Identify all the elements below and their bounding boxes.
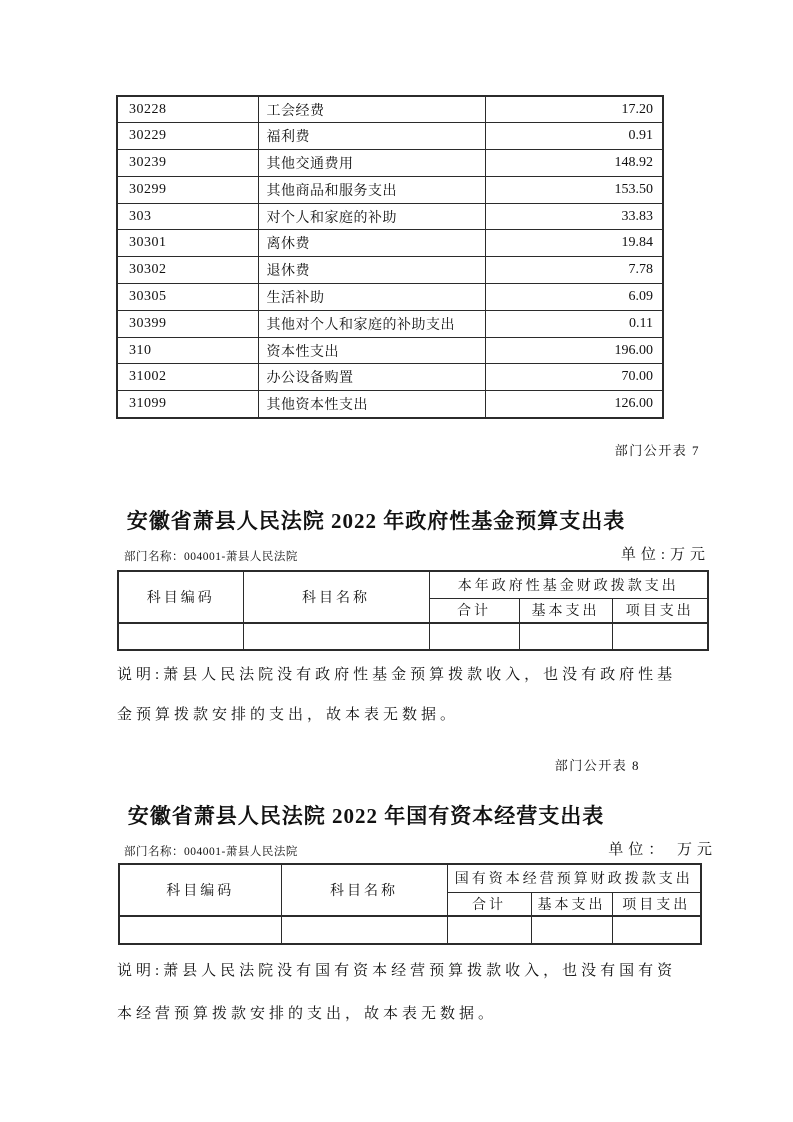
subject-code-cell: 303 xyxy=(117,203,258,230)
subject-name-cell: 退休费 xyxy=(258,257,485,284)
empty-cell xyxy=(612,916,701,944)
col-header-subject-name: 科目名称 xyxy=(281,864,447,916)
amount-cell: 0.91 xyxy=(485,123,663,150)
subject-name-cell: 福利费 xyxy=(258,123,485,150)
table-row xyxy=(117,176,663,203)
amount-cell: 196.00 xyxy=(485,337,663,364)
subject-name-cell: 对个人和家庭的补助 xyxy=(258,203,485,230)
table-row xyxy=(117,364,663,391)
table-ref-8-label: 部门公开表 8 xyxy=(554,758,640,773)
amount-cell: 0.11 xyxy=(485,310,663,337)
subject-name-cell: 离休费 xyxy=(258,230,485,257)
gov-fund-budget-title: 安徽省萧县人民法院 2022 年政府性基金预算支出表 xyxy=(126,509,626,533)
subject-name-cell: 资本性支出 xyxy=(258,337,485,364)
col-header-basic: 基本支出 xyxy=(531,892,612,916)
col-header-subject-code: 科目编码 xyxy=(118,571,243,623)
table-row xyxy=(117,150,663,177)
table-row xyxy=(117,310,663,337)
subject-name-cell: 其他商品和服务支出 xyxy=(258,176,485,203)
col-header-project: 项目支出 xyxy=(612,598,708,623)
col-header-total: 合计 xyxy=(447,892,531,916)
subject-code-cell: 31099 xyxy=(117,391,258,418)
amount-cell: 17.20 xyxy=(485,96,663,123)
subject-code-cell: 31002 xyxy=(117,364,258,391)
unit-label: 单位： 万元 xyxy=(608,842,717,858)
empty-cell xyxy=(447,916,531,944)
col-header-group: 本年政府性基金财政拨款支出 xyxy=(429,571,708,598)
table-row xyxy=(117,230,663,257)
amount-cell: 153.50 xyxy=(485,176,663,203)
empty-cell xyxy=(612,623,708,650)
empty-cell xyxy=(119,916,281,944)
gov-fund-table xyxy=(117,570,709,651)
header-row xyxy=(119,864,701,892)
dept-name-label: 部门名称：004001-萧县人民法院 xyxy=(124,846,298,858)
subject-name-cell: 其他资本性支出 xyxy=(258,391,485,418)
expenditure-continuation-table xyxy=(116,95,664,419)
subject-name-cell: 生活补助 xyxy=(258,284,485,311)
note-line: 说明:萧县人民法院没有国有资本经营预算拨款收入，也没有国有资 xyxy=(117,963,677,979)
empty-cell xyxy=(531,916,612,944)
empty-data-row xyxy=(119,916,701,944)
subject-code-cell: 30299 xyxy=(117,176,258,203)
table-ref-7-label: 部门公开表 7 xyxy=(614,443,700,458)
subject-code-cell: 30305 xyxy=(117,284,258,311)
amount-cell: 126.00 xyxy=(485,391,663,418)
note-8 xyxy=(117,950,676,1036)
amount-cell: 33.83 xyxy=(485,203,663,230)
col-header-project: 项目支出 xyxy=(612,892,701,916)
col-header-subject-code: 科目编码 xyxy=(119,864,281,916)
table-row xyxy=(117,284,663,311)
empty-cell xyxy=(519,623,612,650)
col-header-subject-name: 科目名称 xyxy=(243,571,429,623)
note-7 xyxy=(117,655,676,735)
dept-name-label: 部门名称：004001-萧县人民法院 xyxy=(124,551,298,563)
amount-cell: 19.84 xyxy=(485,230,663,257)
note-line: 金预算拨款安排的支出，故本表无数据。 xyxy=(117,707,460,723)
col-header-basic: 基本支出 xyxy=(519,598,612,623)
header-row xyxy=(118,571,708,598)
unit-label: 单位:万元 xyxy=(620,547,710,563)
state-capital-title: 安徽省萧县人民法院 2022 年国有资本经营支出表 xyxy=(127,804,605,828)
note-line: 本经营预算拨款安排的支出，故本表无数据。 xyxy=(117,1006,498,1022)
col-header-total: 合计 xyxy=(429,598,519,623)
subject-name-cell: 其他对个人和家庭的补助支出 xyxy=(258,310,485,337)
subject-code-cell: 30228 xyxy=(117,96,258,123)
state-capital-table xyxy=(118,863,702,945)
empty-cell xyxy=(243,623,429,650)
table-row xyxy=(117,337,663,364)
table-row xyxy=(117,203,663,230)
meta-row-7 xyxy=(124,543,710,564)
meta-row-8 xyxy=(124,838,717,859)
col-header-group: 国有资本经营预算财政拨款支出 xyxy=(447,864,701,892)
empty-cell xyxy=(281,916,447,944)
subject-code-cell: 30399 xyxy=(117,310,258,337)
subject-code-cell: 30301 xyxy=(117,230,258,257)
subject-name-cell: 其他交通费用 xyxy=(258,150,485,177)
subject-name-cell: 工会经费 xyxy=(258,96,485,123)
subject-name-cell: 办公设备购置 xyxy=(258,364,485,391)
table-row xyxy=(117,257,663,284)
empty-cell xyxy=(118,623,243,650)
subject-code-cell: 310 xyxy=(117,337,258,364)
amount-cell: 70.00 xyxy=(485,364,663,391)
amount-cell: 6.09 xyxy=(485,284,663,311)
amount-cell: 7.78 xyxy=(485,257,663,284)
amount-cell: 148.92 xyxy=(485,150,663,177)
empty-data-row xyxy=(118,623,708,650)
note-line: 说明:萧县人民法院没有政府性基金预算拨款收入，也没有政府性基 xyxy=(117,667,677,683)
table-row xyxy=(117,391,663,418)
table-row xyxy=(117,96,663,123)
subject-code-cell: 30229 xyxy=(117,123,258,150)
table-row xyxy=(117,123,663,150)
subject-code-cell: 30302 xyxy=(117,257,258,284)
empty-cell xyxy=(429,623,519,650)
subject-code-cell: 30239 xyxy=(117,150,258,177)
